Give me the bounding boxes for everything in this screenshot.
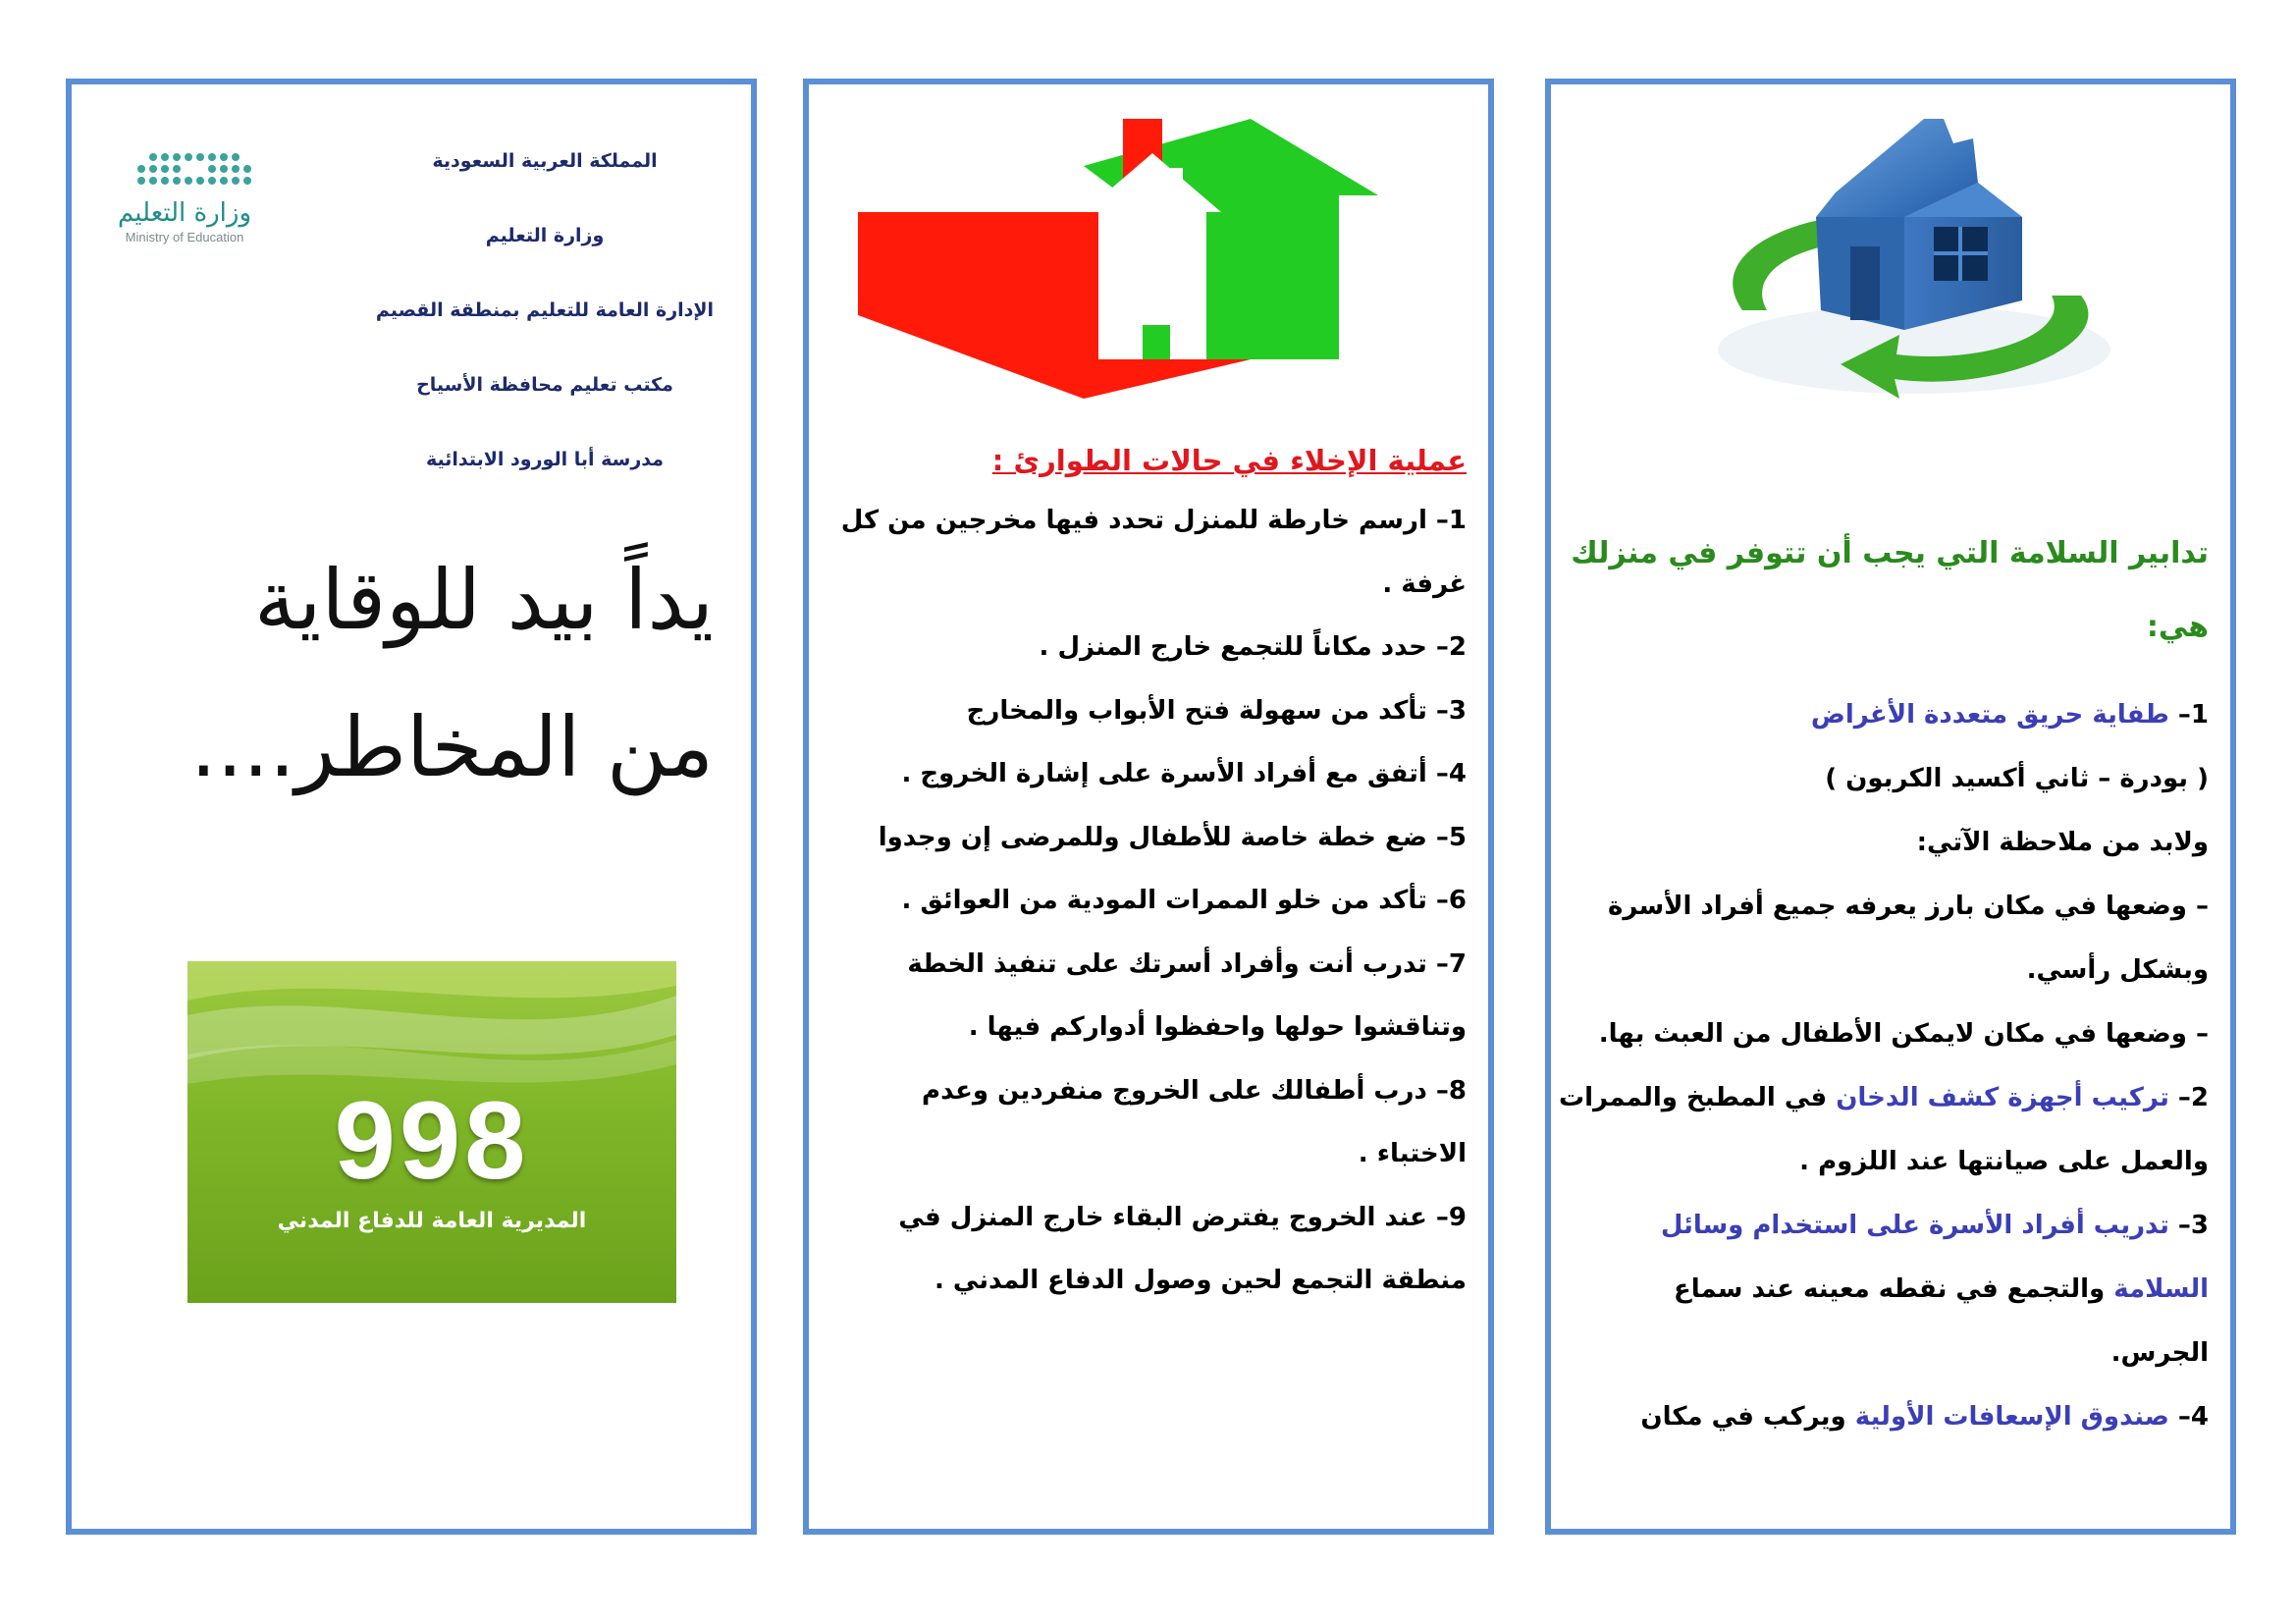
evacuation-steps [828, 438, 1467, 1313]
evacuation-panel [803, 79, 1494, 1535]
header-line-directorate: الإدارة العامة للتعليم بمنطقة القصيم [375, 299, 715, 321]
step-line: منطقة التجمع لحين وصول الدفاع المدني . [934, 1266, 1467, 1295]
item-4-highlight: صندوق الإسعافات الأولية [1854, 1402, 2169, 1432]
item-2-highlight: تركيب أجهزة كشف الدخان [1836, 1083, 2169, 1112]
item-1-text: طفاية حريق متعددة الأغراض [1810, 700, 2169, 730]
item-3-end: الجرس. [2110, 1338, 2209, 1368]
step-line: وتناقشوا حولها واحفظوا أدواركم فيها . [968, 1012, 1467, 1042]
item-4 [1571, 1385, 2209, 1449]
ministry-logo-arabic: وزارة التعليم [117, 198, 252, 228]
ministry-logo-dots-icon [131, 153, 258, 185]
item-3-highlight-cont: السلامة [2113, 1274, 2209, 1304]
step-line: 5– ضع خطة خاصة للأطفال وللمرضى إن وجدوا [878, 822, 1467, 852]
item-4-rest: ويركب في مكان [1640, 1402, 1846, 1432]
slogan-line-1: يداً بيد للوقاية [254, 552, 714, 648]
slogan [105, 526, 714, 821]
evacuation-house-arrows-icon [858, 119, 1447, 399]
item-1-sub: ( بودرة – ثاني أكسيد الكربون ) [1825, 764, 2209, 793]
step-line: 7– تدرب أنت وأفراد أسرتك على تنفيذ الخطة [907, 948, 1467, 979]
item-4-number: 4– [2177, 1402, 2209, 1432]
note-line: وبشكل رأسي. [2026, 955, 2209, 985]
step-line: 6– تأكد من خلو الممرات المودية من العوائق . [901, 886, 1467, 915]
item-1 [1571, 683, 2209, 747]
emergency-number: 998 [334, 1079, 530, 1202]
safety-title-line-1: تدابير السلامة التي يجب أن تتوفر في منزلك [1571, 536, 2209, 570]
safety-measures-panel [1545, 79, 2236, 1535]
item-3-number: 3– [2177, 1211, 2209, 1240]
cover-panel [66, 79, 757, 1535]
step-line: 9– عند الخروج يفترض البقاء خارج المنزل في [898, 1202, 1467, 1232]
step-line: الاختباء . [1358, 1139, 1467, 1168]
header-line-ministry: وزارة التعليم [485, 225, 605, 246]
institution-header [339, 124, 751, 497]
slogan-line-2: من المخاطر.... [190, 699, 714, 795]
item-3 [1571, 1194, 2209, 1258]
header-line-office: مكتب تعليم محافظة الأسياح [416, 374, 673, 396]
ministry-logo-english: Ministry of Education [125, 230, 244, 244]
item-2-number: 2– [2177, 1083, 2209, 1112]
item-3-highlight: تدريب أفراد الأسرة على استخدام وسائل [1660, 1211, 2169, 1240]
header-line-country: المملكة العربية السعودية [432, 150, 658, 172]
item-2-cont: والعمل على صيانتها عند اللزوم . [1799, 1147, 2209, 1176]
item-3-rest: والتجمع في نقطه معينه عند سماع [1673, 1274, 2106, 1304]
note-line: – وضعها في مكان بارز يعرفه جميع أفراد الأسرة [1608, 892, 2209, 921]
step-line: 8– درب أطفالك على الخروج منفردين وعدم [922, 1075, 1467, 1106]
note-heading: ولابد من ملاحظة الآتي: [1916, 828, 2209, 857]
header-line-school: مدرسة أبا الورود الابتدائية [425, 449, 665, 470]
item-2 [1559, 1066, 2209, 1130]
item-2-rest: في المطبخ والممرات [1559, 1083, 1828, 1112]
step-line: 3– تأكد من سهولة فتح الأبواب والمخارج [966, 695, 1467, 726]
step-line: 2– حدد مكاناً للتجمع خارج المنزل . [1039, 632, 1467, 662]
item-1-number: 1– [2177, 700, 2209, 730]
step-line: 4– أتفق مع أفراد الأسرة على إشارة الخروج . [901, 759, 1467, 788]
safety-title-line-2: هي: [2146, 610, 2209, 644]
note-line: – وضعها في مكان لايمكن الأطفال من العبث بها. [1598, 1019, 2209, 1049]
step-line: 1– ارسم خارطة للمنزل تحدد فيها مخرجين من كل [840, 506, 1467, 535]
house-recycle-icon [1649, 99, 2160, 418]
civil-defense-name: المديرية العامة للدفاع المدني [277, 1209, 587, 1233]
civil-defense-card [187, 961, 676, 1303]
evacuation-title: عملية الإخلاء في حالات الطوارئ : [991, 444, 1467, 477]
ministry-logo [111, 153, 258, 244]
item-3-cont [1571, 1258, 2209, 1322]
step-line: غرفة . [1382, 568, 1467, 599]
safety-measures [1559, 516, 2209, 1449]
